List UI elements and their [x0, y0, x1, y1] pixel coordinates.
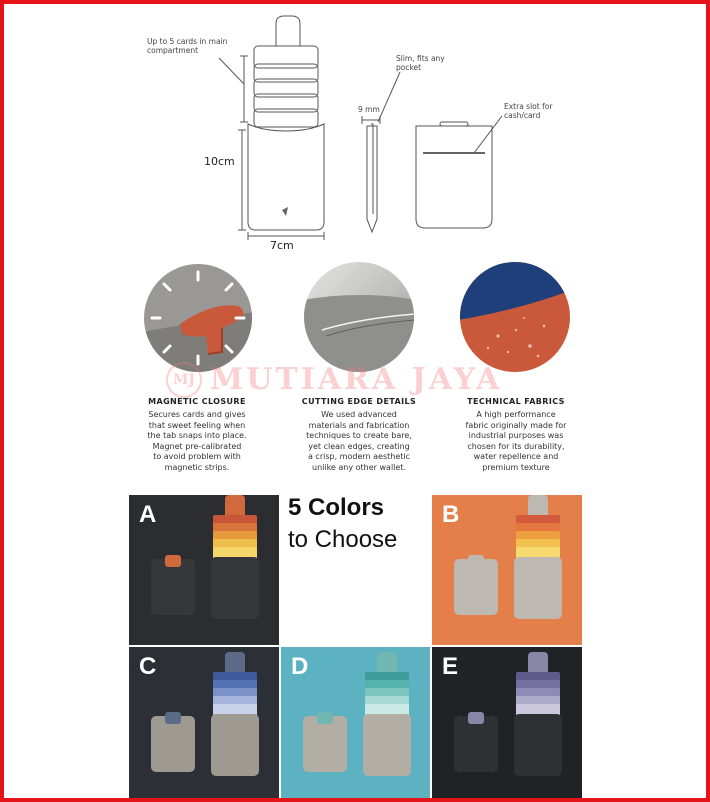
extra-slot-label: Extra slot for cash/card: [504, 102, 553, 120]
closed-wallet-tab: [317, 712, 333, 724]
color-option-letter: B: [442, 501, 460, 528]
feature-description: Secures cards and gives that sweet feeling when the tab snaps into place. Magnet pre-calibrated to avoid problem with magnetic strips.: [147, 410, 247, 472]
watermark-logo: MJ: [166, 362, 202, 398]
open-wallet: [363, 714, 411, 776]
feature-cutting-edge: [274, 397, 444, 473]
colors-count: 5 Colors: [288, 494, 385, 521]
feature-title: TECHNICAL FABRICS: [467, 397, 565, 406]
cutting-edge-image: [302, 260, 416, 374]
color-option-a: [129, 495, 279, 645]
wallet-dimension-diagram: [4, 4, 706, 254]
closed-wallet-tab: [468, 555, 484, 567]
feature-technical-fabrics: [431, 397, 601, 473]
height-dimension-label: 10cm: [204, 155, 235, 168]
color-option-e: [432, 647, 582, 802]
open-wallet: [514, 557, 562, 619]
color-option-c: [129, 647, 279, 802]
closed-wallet: [454, 716, 498, 772]
closed-wallet-tab: [165, 555, 181, 567]
colors-heading: [288, 494, 397, 554]
color-option-letter: C: [139, 653, 157, 680]
slim-label: Slim, fits any pocket: [396, 54, 445, 72]
magnetic-closure-image: [142, 262, 254, 374]
closed-wallet-tab: [165, 712, 181, 724]
closed-wallet: [303, 716, 347, 772]
feature-description: We used advanced materials and fabrication techniques to create bare, yet clean edges, creating a crisp, modern aesthetic unlike any other wallet.: [306, 410, 412, 472]
technical-fabrics-image: [458, 260, 572, 374]
color-option-b: [432, 495, 582, 645]
open-wallet: [514, 714, 562, 776]
width-dimension-label: 7cm: [270, 239, 294, 252]
open-wallet: [211, 557, 259, 619]
cards-capacity-label: Up to 5 cards in main compartment: [147, 37, 228, 55]
feature-description: A high performance fabric originally made for industrial purposes was chosen for its durability, water repellence and premium texture: [465, 410, 567, 472]
colors-subtitle: to Choose: [288, 526, 398, 553]
closed-wallet: [454, 559, 498, 615]
feature-magnetic-closure: [112, 397, 282, 473]
open-wallet: [211, 714, 259, 776]
color-option-letter: D: [291, 653, 309, 680]
pull-tab-outline: [276, 16, 300, 46]
thickness-label: 9 mm: [358, 105, 380, 114]
color-option-d: [281, 647, 430, 802]
color-option-letter: A: [139, 501, 157, 528]
feature-title: CUTTING EDGE DETAILS: [301, 397, 417, 406]
watermark-text: MUTIARA JAYA: [210, 362, 503, 397]
closed-wallet-tab: [468, 712, 484, 724]
feature-title: MAGNETIC CLOSURE: [148, 397, 246, 406]
color-option-letter: E: [442, 653, 459, 680]
closed-wallet: [151, 716, 195, 772]
closed-wallet: [151, 559, 195, 615]
